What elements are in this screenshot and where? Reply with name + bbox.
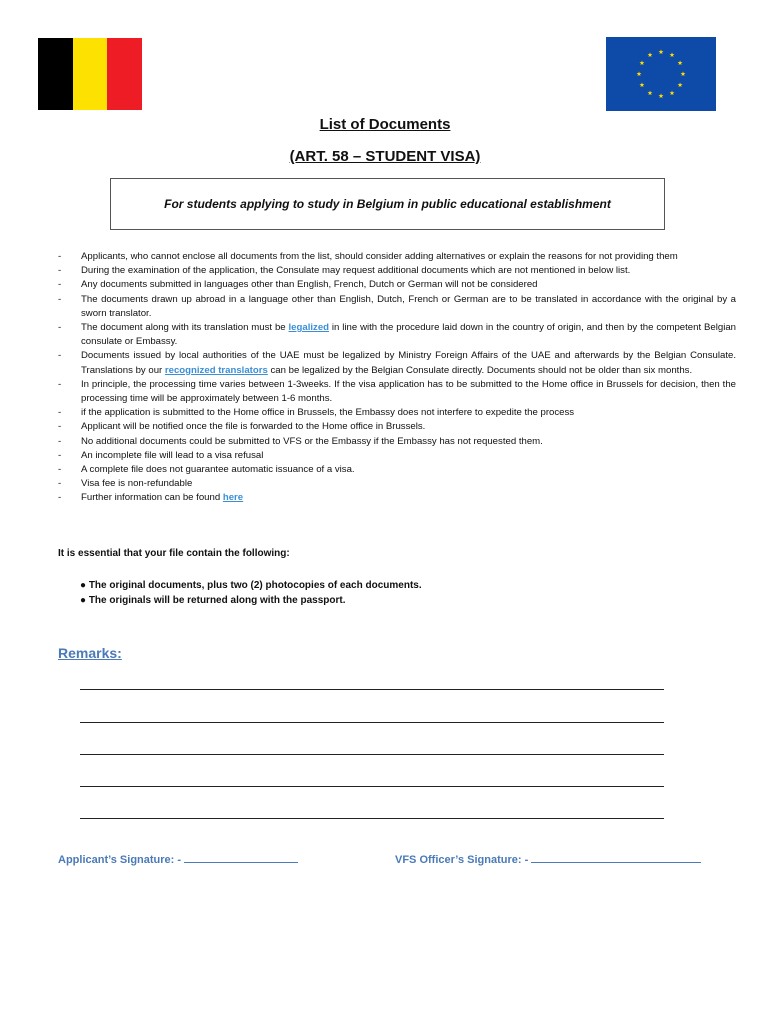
eu-star-icon (678, 82, 683, 87)
dash-marker: - (58, 407, 62, 419)
dash-marker: - (58, 279, 62, 291)
dash-marker: - (58, 322, 62, 334)
requirement-item (58, 378, 736, 406)
requirement-text: Documents issued by local authorities of the UAE must be legalized by Ministry Foreign Affairs of the UAE and afterwards by the Belgian Consulate. Translations by our (81, 350, 736, 376)
eu-star-icon (648, 90, 653, 95)
eu-flag (606, 37, 716, 111)
audience-banner-text: For students applying to study in Belgium in public educational establishment (164, 197, 611, 211)
page-subtitle: (ART. 58 – STUDENT VISA) (289, 148, 481, 165)
requirement-item (58, 250, 736, 264)
remarks-line-3[interactable] (80, 754, 664, 755)
eu-star-icon (670, 90, 675, 95)
eu-star-icon (639, 60, 644, 65)
eu-star-icon (681, 71, 686, 76)
requirement-text: Further information can be found (81, 492, 223, 504)
dash-marker: - (58, 350, 62, 362)
requirement-text: Applicant will be notified once the file is forwarded to the Home office in Brussels. (81, 421, 426, 433)
eu-star-icon (637, 71, 642, 76)
requirement-item (58, 463, 736, 477)
requirement-text: No additional documents could be submitted to VFS or the Embassy if the Embassy has not requested them. (81, 435, 543, 447)
remarks-line-2[interactable] (80, 722, 664, 723)
requirement-text: Applicants, who cannot enclose all documents from the list, should consider adding alternatives or explain the reasons for not providing them (81, 251, 678, 262)
dash-marker: - (58, 251, 62, 262)
requirement-text: in line with the procedure laid down in the country of origin, and then by the competent Belgian consulate or Embassy. (81, 322, 736, 348)
applicant-signature-label: Applicant’s Signature: - (58, 854, 182, 866)
requirement-text: A complete file does not guarantee automatic issuance of a visa. (81, 464, 355, 476)
officer-signature-label: VFS Officer’s Signature: - (395, 854, 529, 866)
requirement-text: can be legalized by the Belgian Consulate directly. Documents should not be older than six months. (267, 364, 693, 376)
eu-star-icon (670, 52, 675, 57)
dash-marker: - (58, 265, 62, 277)
dash-marker: - (58, 464, 62, 476)
audience-banner (110, 178, 665, 230)
essential-bullets (80, 578, 422, 608)
requirement-link[interactable]: here (222, 492, 244, 504)
requirement-item (58, 435, 736, 449)
requirement-text: Any documents submitted in languages other than English, French, Dutch or German will not be considered (81, 279, 538, 291)
dash-marker: - (58, 449, 62, 461)
dash-marker: - (58, 478, 62, 490)
requirement-item (58, 491, 736, 505)
requirement-item (58, 477, 736, 491)
requirements-list (58, 250, 736, 506)
remarks-line-4[interactable] (80, 786, 664, 787)
eu-star-icon (678, 60, 683, 65)
requirement-item (58, 420, 736, 434)
requirement-text: The documents drawn up abroad in a language other than English, Dutch, French or German are to be translated in accordance with the original by a sworn translator. (81, 293, 736, 319)
dash-marker: - (58, 293, 62, 305)
dash-marker: - (58, 435, 62, 447)
applicant-signature-field[interactable] (184, 852, 298, 863)
requirement-item (58, 321, 736, 349)
requirement-item (58, 449, 736, 463)
applicant-signature (58, 852, 298, 866)
eu-star-icon (648, 52, 653, 57)
officer-signature-field[interactable] (531, 852, 701, 863)
eu-star-icon (659, 49, 664, 54)
belgium-flag-black-band (38, 38, 73, 110)
requirement-link[interactable]: legalized (288, 322, 330, 334)
dash-marker: - (58, 421, 62, 433)
remarks-line-1[interactable] (80, 689, 664, 690)
remarks-label: Remarks: (58, 645, 122, 661)
requirement-item (58, 264, 736, 278)
requirement-text: if the application is submitted to the Home office in Brussels, the Embassy does not interfere to expedite the process (81, 407, 575, 419)
requirement-text: An incomplete file will lead to a visa refusal (81, 449, 264, 461)
remarks-line-5[interactable] (80, 818, 664, 819)
belgium-flag (38, 38, 142, 110)
dash-marker: - (58, 492, 62, 504)
essential-bullet: ● The originals will be returned along with the passport. (80, 595, 346, 606)
belgium-flag-red-band (107, 38, 142, 110)
essential-bullet: ● The original documents, plus two (2) photocopies of each documents. (80, 580, 422, 591)
dash-marker: - (58, 378, 62, 390)
requirement-text: Visa fee is non-refundable (81, 478, 193, 490)
requirement-link[interactable]: recognized translators (164, 364, 268, 376)
requirement-item (58, 349, 736, 377)
eu-stars (606, 37, 716, 111)
eu-star-icon (659, 93, 664, 98)
requirement-text: During the examination of the application, the Consulate may request additional documents which are not mentioned in below list. (81, 265, 631, 277)
page-title: List of Documents (319, 116, 451, 133)
requirement-text: The document along with its translation must be (81, 322, 289, 334)
requirement-item (58, 406, 736, 420)
eu-star-icon (639, 82, 644, 87)
requirement-item (58, 278, 736, 292)
belgium-flag-yellow-band (73, 38, 108, 110)
requirement-text: In principle, the processing time varies between 1-3weeks. If the visa application has to be submitted to the Home office in Brussels for decision, then the processing time will be approximately between 1-6 months. (81, 378, 736, 405)
essential-heading: It is essential that your file contain the following: (58, 548, 290, 559)
requirement-item (58, 293, 736, 321)
officer-signature (395, 852, 701, 866)
